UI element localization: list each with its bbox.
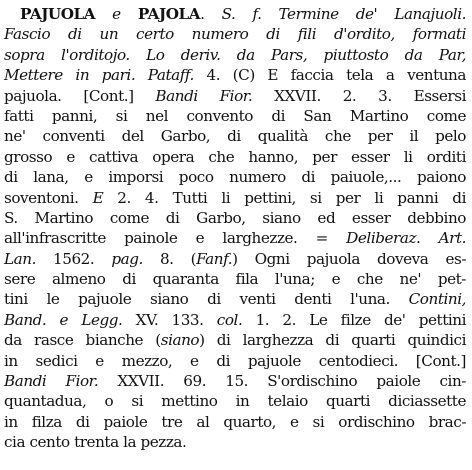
entry-text: pajuola. [Cont.] xyxy=(4,86,156,105)
italic-text: Contini, xyxy=(408,290,466,309)
entry-line xyxy=(4,371,466,391)
entry-line xyxy=(4,126,466,146)
entry-text: cia cento trenta la pezza. xyxy=(4,433,187,452)
entry-line xyxy=(4,45,466,65)
entry-text: XV. 133. xyxy=(122,310,217,329)
entry-text: ne' conventi del Garbo, di qualità che per il pelo xyxy=(4,127,466,146)
entry-text: 1. 2. Le filze de' pettini xyxy=(242,310,467,329)
entry-line xyxy=(4,289,466,309)
italic-text: Band. e Legg. xyxy=(4,310,123,329)
entry-line xyxy=(4,330,466,350)
italic-text: Fascio di un certo numero di fili d'ordito, formati xyxy=(4,25,466,44)
entry-line xyxy=(4,167,466,187)
entry-text: sere almeno di quaranta fila l'una; e che ne' pet- xyxy=(4,270,466,289)
italic-text: siano xyxy=(160,331,200,350)
dictionary-entry-pajuola xyxy=(4,4,466,453)
entry-text: XXVII. 69. 15. S'ordischino paiole cin- xyxy=(98,372,466,391)
entry-text xyxy=(95,5,112,23)
entry-line xyxy=(4,106,466,126)
entry-line xyxy=(4,228,466,248)
italic-text: Bandi Fior. xyxy=(4,372,99,391)
entry-line xyxy=(4,24,466,44)
entry-text: all'infrascritte painole e larghezze. = xyxy=(4,229,347,248)
entry-text: 2. 4. Tutti li pettini, si per li panni di xyxy=(103,188,466,207)
entry-line xyxy=(4,86,466,106)
entry-text: 1562. xyxy=(35,249,112,268)
entry-line xyxy=(4,65,466,85)
italic-text: sopra l'orditojo. Lo deriv. da Pars, piuttosto da Par, xyxy=(4,45,466,64)
italic-text: Bandi Fior. xyxy=(155,86,253,105)
entry-text: XXVII. 2. 3. Essersi xyxy=(252,86,466,105)
entry-text: 4. (C) E faccia tela a ventuna xyxy=(193,66,466,85)
entry-line xyxy=(4,412,466,432)
italic-text: col. xyxy=(216,310,243,329)
italic-text: pag. xyxy=(111,249,143,268)
italic-text: Deliberaz. Art. xyxy=(346,229,466,248)
italic-text: E xyxy=(92,188,104,207)
italic-text: Fanf. xyxy=(196,249,233,268)
italic-text: Lan. xyxy=(4,249,36,268)
entry-text: tini le pajuole siano di venti denti l'una. xyxy=(4,290,409,309)
entry-line xyxy=(4,269,466,289)
entry-text: . xyxy=(200,5,222,23)
entry-text: quantadua, o si mettino in telaio quarti diciassette xyxy=(4,392,466,411)
entry-text: fatti panni, si nel convento di San Martino come xyxy=(4,106,466,125)
italic-text: S. f. Termine de' Lanajuoli. xyxy=(221,5,466,23)
entry-line xyxy=(4,4,466,24)
entry-text: ) Ogni pajuola doveva es- xyxy=(232,249,467,268)
entry-line xyxy=(4,147,466,167)
entry-text: grosso e cattiva opera che hanno, per esser li orditi xyxy=(4,147,466,166)
entry-text: soventoni. xyxy=(4,188,93,207)
entry-text: da rasce bianche ( xyxy=(4,331,161,350)
entry-line xyxy=(4,351,466,371)
headword: PAJOLA xyxy=(137,5,201,23)
entry-line xyxy=(4,188,466,208)
entry-line xyxy=(4,432,466,452)
entry-text xyxy=(121,5,138,23)
headword: PAJUOLA xyxy=(20,5,96,23)
entry-text: 8. ( xyxy=(142,249,197,268)
italic-text: Mettere in pari. Pataff. xyxy=(4,66,194,85)
entry-text: in sedici e mezzo, e di pajuole centodieci. [Cont.] xyxy=(4,351,466,370)
entry-line xyxy=(4,249,466,269)
entry-text: di lana, e imporsi poco numero di paiuole,... paiono xyxy=(4,168,466,187)
entry-line xyxy=(4,310,466,330)
entry-text: S. Martino come di Garbo, siano ed esser debbino xyxy=(4,208,466,227)
entry-line xyxy=(4,391,466,411)
entry-text: ) di larghezza di quarti quindici xyxy=(199,331,466,350)
italic-text: e xyxy=(112,5,121,23)
entry-line xyxy=(4,208,466,228)
entry-text: in filza di paiole tre al quarto, e si ordischino brac- xyxy=(4,412,466,431)
